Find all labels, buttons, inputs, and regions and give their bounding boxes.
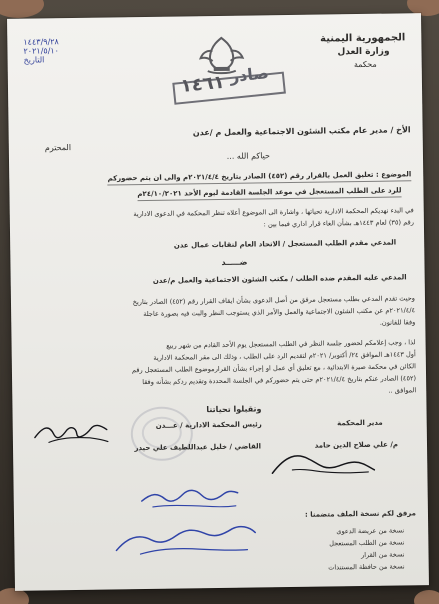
handwritten-note-1	[133, 478, 243, 516]
closing-line: وتقبلوا تحياتنا	[206, 404, 262, 415]
org-line-1: الجمهورية اليمنية	[320, 32, 406, 45]
defendant-line: المدعي عليه المقدم ضده الطلب / مكتب الشئون الاجتماعية والعمل م/عدن	[152, 273, 407, 285]
official-letter	[7, 13, 429, 591]
handwritten-note-2	[106, 514, 263, 564]
body-2-line-4: (٤٥٢) الصادر عنكم بتاريخ ٢٠٢١/٤/٤م حتى يتم حضوركم في الجلسة المحددة وتقديم ردكم بشأنه وفقا	[142, 374, 417, 387]
recipient-line-1: الأخ / مدير عام مكتب الشئون الاجتماعية والعمل م /عدن	[192, 125, 411, 138]
plaintiff-line: المدعي مقدم الطلب المستعجل / الاتحاد العام لنقابات عمال عدن	[173, 238, 397, 250]
director-name: م/ علي صلاح الدين حامد	[314, 440, 399, 450]
date-line-1: ١٤٤٣/٩/٢٨	[23, 37, 59, 47]
body-2-line-3: الكائن في محكمة صيرة الابتدائية ، مع تعليق أي عمل او إجراء بشأن القرارموضوع الطلب المستعجل رقم	[131, 362, 416, 375]
dispatch-stamp	[172, 63, 294, 108]
attachment-item-4: نسخة من حافظة المستندات	[328, 562, 405, 572]
body-1-line-3: وفقا للقانون.	[379, 318, 416, 327]
attachment-item-1: نسخة من عريضة الدعوى	[336, 526, 405, 536]
court-director-title: مدير المحكمة	[337, 418, 383, 428]
body-2-line-2: أول ١٤٤٣هـ الموافق ٢٤/ أكتوبر/ ٢٠٢١م لتقديم الرد على الطلب ، وذلك الى مقر المحكمة الادارية	[153, 350, 416, 362]
recipient-line-2: المحترم	[44, 143, 72, 153]
subject-line-1: الموضوع : تعليق العمل بالقرار رقم (٤٥٢) الصادر بتاريخ ٢٠٢١/٤/٤م والى ان يتم حضوركم	[108, 170, 412, 185]
finger-top-left	[0, 0, 44, 18]
body-1-line-2: ٢٠٢١/٤/٤م عن مكتب الشئون الاجتماعية والعمل والأمر الذي يستوجب النظر والبت فيه بصورة عاجلة	[143, 306, 416, 319]
judge-signature	[28, 409, 113, 450]
body-2-line-1: لذا ، وجب إعلامكم لحضور جلسة النظر في الطلب المستعجل يوم الأحد القادم من شهر ربيع	[166, 338, 416, 350]
date-reference-block	[23, 35, 109, 64]
dispatch-label: صادر	[228, 63, 270, 86]
judge-name: القاضي / خليل عبداللطيف علي حيدر	[134, 442, 262, 453]
recipient-line-3: حياكم الله ...	[226, 151, 271, 161]
org-line-2: وزارة العدل	[337, 46, 390, 58]
subject-line-2: للرد على الطلب المستعجل في موعد الجلسة القادمة ليوم الأحد ٢٤/١٠/٢٠٢١م	[137, 186, 401, 201]
body-1-line-1: وحيث تقدم المدعي بطلب مستعجل مرفق من أصل الدعوى بشأن ايقاف القرار رقم (٤٥٢) الصادر بتاريخ	[132, 294, 416, 307]
org-line-3: محكمة	[353, 59, 377, 70]
intro-line-2: رقم (٣٥) لعام ١٤٤٣هـ بشأن الغاء قرار اداري فيما بين :	[263, 218, 414, 229]
versus-line: ضـــــد	[221, 257, 248, 267]
attachment-item-2: نسخة من الطلب المستعجل	[329, 538, 405, 548]
finger-bottom-right	[414, 590, 439, 604]
dispatch-number: ١٤٦١	[179, 71, 226, 97]
court-head-title: رئيس المحكمة الادارية / عـــدن	[155, 420, 262, 430]
attachment-item-3: نسخة من القرار	[361, 550, 405, 560]
attachments-title: مرفق لكم نسخة الملف متضمنا :	[304, 509, 417, 519]
date-line-2: ٢٠٢١/٥/١٠	[23, 46, 60, 56]
intro-line-1: في البدء نهديكم المحكمة الادارية تحياتها ، واشارة الى الموضوع أعلاه تنظر المحكمة في الدعوى الادارية	[133, 206, 414, 219]
date-line-3: التاريخ	[23, 55, 45, 65]
body-2-line-5: الموافق ..	[388, 386, 417, 395]
